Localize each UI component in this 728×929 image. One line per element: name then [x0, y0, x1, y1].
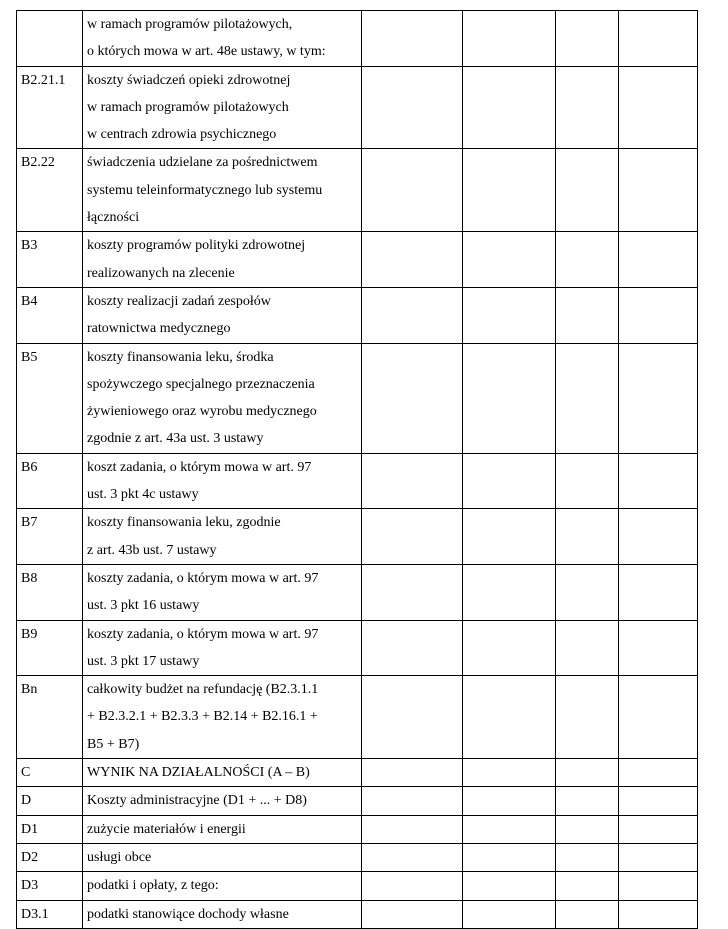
row-description: podatki stanowiące dochody własne [83, 900, 362, 928]
value-cell [619, 676, 698, 759]
row-code: B2.21.1 [17, 66, 83, 149]
budget-table-body [17, 11, 698, 929]
value-cell [362, 872, 463, 900]
table-row [17, 759, 698, 787]
value-cell [619, 815, 698, 843]
value-cell [463, 872, 556, 900]
row-code: C [17, 759, 83, 787]
row-code: D1 [17, 815, 83, 843]
value-cell [556, 453, 619, 509]
row-description: WYNIK NA DZIAŁALNOŚCI (A – B) [83, 759, 362, 787]
value-cell [463, 509, 556, 565]
table-row [17, 453, 698, 509]
row-code: B7 [17, 509, 83, 565]
row-code [17, 11, 83, 67]
row-code: B8 [17, 564, 83, 620]
value-cell [463, 843, 556, 871]
row-description: świadczenia udzielane za pośrednictwem systemu teleinformatycznego lub systemu łączności [83, 149, 362, 232]
value-cell [556, 843, 619, 871]
row-description: usługi obce [83, 843, 362, 871]
table-row [17, 287, 698, 343]
value-cell [463, 759, 556, 787]
row-description: podatki i opłaty, z tego: [83, 872, 362, 900]
value-cell [362, 900, 463, 928]
value-cell [556, 564, 619, 620]
value-cell [362, 564, 463, 620]
value-cell [463, 453, 556, 509]
row-description: Koszty administracyjne (D1 + ... + D8) [83, 787, 362, 815]
row-description: koszty finansowania leku, zgodnie z art. 43b ust. 7 ustawy [83, 509, 362, 565]
value-cell [619, 11, 698, 67]
table-row [17, 872, 698, 900]
value-cell [362, 149, 463, 232]
value-cell [619, 66, 698, 149]
value-cell [362, 787, 463, 815]
row-code: B4 [17, 287, 83, 343]
table-row [17, 11, 698, 67]
value-cell [362, 287, 463, 343]
value-cell [463, 787, 556, 815]
value-cell [556, 11, 619, 67]
row-description: koszty świadczeń opieki zdrowotnej w ramach programów pilotażowych w centrach zdrowia psychicznego [83, 66, 362, 149]
row-code: D3.1 [17, 900, 83, 928]
table-row [17, 343, 698, 453]
value-cell [463, 676, 556, 759]
value-cell [619, 620, 698, 676]
value-cell [463, 564, 556, 620]
row-description: w ramach programów pilotażowych, o których mowa w art. 48e ustawy, w tym: [83, 11, 362, 67]
value-cell [619, 787, 698, 815]
value-cell [362, 815, 463, 843]
table-row [17, 843, 698, 871]
row-code: Bn [17, 676, 83, 759]
row-code: B9 [17, 620, 83, 676]
table-row [17, 620, 698, 676]
value-cell [463, 815, 556, 843]
row-description: zużycie materiałów i energii [83, 815, 362, 843]
value-cell [556, 343, 619, 453]
row-code: B3 [17, 232, 83, 288]
row-code: D [17, 787, 83, 815]
value-cell [556, 676, 619, 759]
value-cell [463, 11, 556, 67]
value-cell [619, 872, 698, 900]
value-cell [619, 453, 698, 509]
table-row [17, 815, 698, 843]
row-code: D2 [17, 843, 83, 871]
value-cell [362, 66, 463, 149]
value-cell [619, 287, 698, 343]
value-cell [463, 232, 556, 288]
value-cell [556, 872, 619, 900]
value-cell [556, 815, 619, 843]
row-code: B6 [17, 453, 83, 509]
value-cell [362, 843, 463, 871]
value-cell [619, 232, 698, 288]
value-cell [619, 564, 698, 620]
budget-table [16, 10, 698, 929]
value-cell [619, 759, 698, 787]
value-cell [362, 232, 463, 288]
table-row [17, 66, 698, 149]
value-cell [362, 620, 463, 676]
value-cell [556, 787, 619, 815]
value-cell [556, 759, 619, 787]
value-cell [556, 287, 619, 343]
value-cell [362, 11, 463, 67]
value-cell [463, 287, 556, 343]
row-description: koszty zadania, o którym mowa w art. 97 ust. 3 pkt 17 ustawy [83, 620, 362, 676]
value-cell [362, 676, 463, 759]
table-row [17, 676, 698, 759]
value-cell [619, 343, 698, 453]
value-cell [463, 620, 556, 676]
value-cell [556, 620, 619, 676]
row-description: całkowity budżet na refundację (B2.3.1.1 + B2.3.2.1 + B2.3.3 + B2.14 + B2.16.1 + B5 + B7) [83, 676, 362, 759]
table-row [17, 787, 698, 815]
row-description: koszty zadania, o którym mowa w art. 97 ust. 3 pkt 16 ustawy [83, 564, 362, 620]
row-description: koszty finansowania leku, środka spożywczego specjalnego przeznaczenia żywieniowego oraz wyrobu medycznego zgodnie z art. 43a ust. 3 ustawy [83, 343, 362, 453]
value-cell [556, 509, 619, 565]
value-cell [556, 232, 619, 288]
value-cell [556, 66, 619, 149]
value-cell [556, 900, 619, 928]
value-cell [362, 453, 463, 509]
row-description: koszt zadania, o którym mowa w art. 97 ust. 3 pkt 4c ustawy [83, 453, 362, 509]
value-cell [556, 149, 619, 232]
table-row [17, 149, 698, 232]
value-cell [619, 509, 698, 565]
row-code: B2.22 [17, 149, 83, 232]
value-cell [362, 509, 463, 565]
value-cell [463, 149, 556, 232]
value-cell [619, 149, 698, 232]
value-cell [619, 900, 698, 928]
row-code: D3 [17, 872, 83, 900]
value-cell [463, 343, 556, 453]
value-cell [362, 759, 463, 787]
value-cell [619, 843, 698, 871]
value-cell [463, 900, 556, 928]
table-row [17, 509, 698, 565]
table-row [17, 232, 698, 288]
table-row [17, 564, 698, 620]
row-description: koszty programów polityki zdrowotnej realizowanych na zlecenie [83, 232, 362, 288]
table-row [17, 900, 698, 928]
row-code: B5 [17, 343, 83, 453]
row-description: koszty realizacji zadań zespołów ratownictwa medycznego [83, 287, 362, 343]
value-cell [362, 343, 463, 453]
value-cell [463, 66, 556, 149]
